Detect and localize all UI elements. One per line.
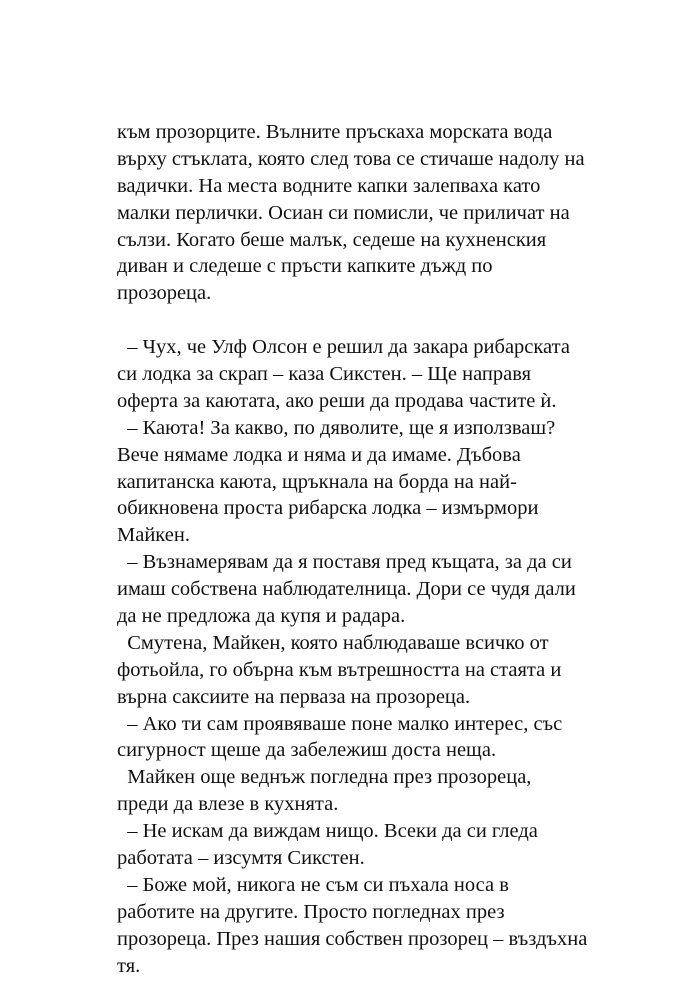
text-line: фотьойла, го обърна към вътрешността на стаята и [117, 658, 562, 681]
text-line: към прозорците. Вълните пръскаха морската вода [117, 121, 553, 143]
text-line: – Не искам да виждам нищо. Всеки да си гледа [117, 820, 538, 843]
text-line: прозореца. През нашия собствен прозорец – въздъхна [117, 927, 588, 950]
text-line: – Ако ти сам проявяваше поне малко интерес, със [117, 712, 563, 735]
text-line: Майкен още веднъж погледна през прозореца, [117, 766, 532, 789]
text-line: преди да влезе в кухнята. [117, 793, 339, 816]
text-line: върху стъклата, която след това се стичаше надолу на [117, 147, 585, 170]
text-line: имаш собствена наблюдателница. Дори се чудя дали [117, 578, 576, 601]
text-line: капитанска каюта, щръкнала на борда на най- [117, 470, 517, 493]
text-line: диван и следеше с пръсти капките дъжд по [117, 255, 493, 278]
body-text [117, 119, 597, 980]
text-line: сълзи. Когато беше малък, седеше на кухненския [117, 228, 547, 251]
paragraph-gap [117, 307, 597, 334]
text-line: оферта за каютата, ако реши да продава частите ѝ. [117, 389, 557, 412]
text-line: – Чух, че Улф Олсон е решил да закара рибарската [117, 336, 570, 359]
text-line: прозореца. [117, 282, 212, 305]
text-line: Вече нямаме лодка и няма и да имаме. Дъбова [117, 443, 521, 466]
text-line: върна саксиите на перваза на прозореца. [117, 685, 471, 708]
text-line: – Възнамерявам да я поставя пред къщата, за да си [117, 551, 572, 574]
text-line: – Каюта! За какво, по дяволите, ще я използваш? [117, 416, 556, 439]
text-line: работата – изсумтя Сикстен. [117, 847, 365, 870]
text-line: вадички. На места водните капки залепваха като [117, 174, 541, 197]
text-line: Майкен. [117, 524, 190, 547]
text-line: сигурност щеше да забележиш доста неща. [117, 739, 497, 762]
text-line: обикновена проста рибарска лодка – измърмори [117, 497, 539, 520]
text-line: тя. [117, 954, 141, 977]
text-line: си лодка за скрап – каза Сикстен. – Ще направя [117, 363, 532, 386]
text-line: – Боже мой, никога не съм си пъхала носа в [117, 873, 509, 896]
text-line: Смутена, Майкен, която наблюдаваше всичко от [117, 631, 549, 654]
text-line: да не предложа да купя и радара. [117, 605, 406, 628]
text-line: малки перлички. Осиан си помисли, че приличат на [117, 201, 570, 224]
text-line: работите на другите. Просто погледнах през [117, 900, 505, 923]
